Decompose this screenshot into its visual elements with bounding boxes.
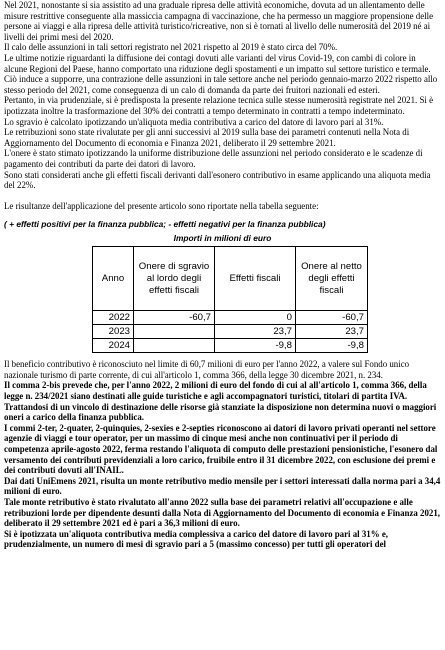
impact-table <box>92 246 368 353</box>
paragraph-bold: Il comma 2-bis prevede che, per l'anno 2022, 2 milioni di euro del fondo di cui al all'articolo 1, comma 366, della legge n. 234/2021 siano destinati alle guide turistiche e agli accompagnatori turistici, titolari di partita IVA. Trattandosi di un vincolo di destinazione delle risorse già stanziate la disposizione non determina nuovi o maggiori oneri a carico della finanza pubblica. <box>4 380 437 423</box>
paragraph: Le retribuzioni sono state rivalutate per gli anni successivi al 2019 sulla base dei parametri contenuti nella Nota di Aggiornamento del Documento di economia e Finanza 2021, deliberato il 29 settembre 2021. <box>4 127 410 148</box>
table-row <box>93 339 368 353</box>
document-page <box>4 0 441 550</box>
table-caption: Importi in milioni di euro <box>173 233 272 244</box>
cell-anno: 2022 <box>93 311 134 325</box>
cell-anno: 2024 <box>93 339 134 353</box>
table-row <box>93 325 368 339</box>
table-intro: Le risultanze dell'applicazione del presente articolo sono riportate nella tabella seguente: <box>4 200 319 211</box>
paragraph-bold: Tale monte retributivo è stato rivalutato all'anno 2022 sulla base dei parametri relativi all'occupazione e alle retribuzioni lorde per dipendente desunti dalla Nota di Aggiornamento del Documento di economia e Finanza 2021, deliberato il 29 settembre 2021 ed è pari a 36,3 milioni di euro. <box>4 497 441 529</box>
cell-onere-lordo <box>134 339 215 353</box>
paragraph-bold: Si è ipotizzata un'aliquota contributiva media complessiva a carico del datore di lavoro pari al 31% e, prudenzialmente, un numero di mesi di sgravio pari a 5 (massimo concesso) per tutti gli operatori del <box>4 528 388 550</box>
paragraph: Il calo delle assunzioni in tali settori registrato nel 2021 rispetto al 2019 è stato circa del 70%. <box>4 42 338 53</box>
paragraph: Le ultime notizie riguardanti la diffusione dei contagi dovuti alle varianti del virus Covid-19, con cambi di colore in alcune Regioni del Paese, hanno comportato una riduzione degli spostamenti e un impatto sul settore turistico e termale. Ciò induce a supporre, una contrazione delle assunzioni in tale settore anche nel periodo gennaio-marzo 2022 rispetto allo stesso periodo del 2021, come conseguenza di un calo di domanda da parte dei fruitori nazionali ed esteri. <box>4 52 438 95</box>
cell-onere-lordo <box>134 325 215 339</box>
header-onere-lordo: Onere di sgravio al lordo degli effetti fiscali <box>134 247 215 311</box>
paragraph: Il beneficio contributivo è riconosciuto nel limite di 60,7 milioni di euro per l'anno 2022, a valere sul Fondo unico nazionale turismo di parte corrente, di cui all'articolo 1, comma 366, della legge 30 dicembre 2021, n. 234. <box>4 359 410 380</box>
table-legend: ( + effetti positivi per la finanza pubblica; - effetti negativi per la finanza pubblica) <box>4 219 326 230</box>
cell-effetti-fiscali: -9,8 <box>215 339 296 353</box>
table-header-row <box>93 247 368 311</box>
table-row <box>93 311 368 325</box>
cell-effetti-fiscali: 0 <box>215 311 296 325</box>
cell-onere-netto: -9,8 <box>296 339 368 353</box>
paragraph-bold: I commi 2-ter, 2-quater, 2-quinquies, 2-sexies e 2-septies riconoscono ai datori di lavoro privati operanti nel settore agenzie di viaggi e tour operator, per un massimo di cinque mesi anche non continuativi per il periodo di competenza aprile-agosto 2022, ferma restando l'aliquota di computo delle prestazioni pensionistiche, l'esonero dal versamento dei contributi previdenziali a loro carico, fruibile entro il 31 dicembre 2022, con esclusione dei premi e dei contributi dovuti all'INAIL. <box>4 422 438 476</box>
header-anno: Anno <box>93 247 134 311</box>
paragraph-bold: Dai dati UniEmens 2021, risulta un monte retributivo medio mensile per i settori interessati dalla norma pari a 34,4 milioni di euro. <box>4 475 441 497</box>
header-effetti-fiscali: Effetti fiscali <box>215 247 296 311</box>
paragraph: Lo sgravio è calcolato ipotizzando un'aliquota media contributiva a carico del datore di lavoro pari al 31%. <box>4 116 384 127</box>
paragraph: Sono stati considerati anche gli effetti fiscali derivanti dall'esonero contributivo in esame applicando una aliquota media del 22%. <box>4 169 431 191</box>
paragraph: Pertanto, in via prudenziale, si è predisposta la presente relazione tecnica sulle stesse numerosità registrate nel 2021. Si è ipotizzata inoltre la trasformazione del 30% dei contratti a tempo determinato in contratti a tempo indeterminato. <box>4 95 434 116</box>
cell-anno: 2023 <box>93 325 134 339</box>
cell-effetti-fiscali: 23,7 <box>215 325 296 339</box>
cell-onere-netto: 23,7 <box>296 325 368 339</box>
paragraph: Nel 2021, nonostante si sia assistito ad una graduale ripresa delle attività economiche, dovuta ad un allentamento delle misure restrittive conseguente alla massiccia campagna di vaccinazione, che ha permesso un maggiore propensione delle persone ai viaggi e alla ripresa delle attività turistico/ricreative, non si è tornati al livello delle numerosità del 2019 né ai livelli dei primi mesi del 2020. <box>4 0 434 42</box>
paragraph: L'onere è stato stimato ipotizzando la uniforme distribuzione delle assunzioni nel periodo considerato e le scadenze di pagamento dei contributi da parte dei datori di lavoro. <box>4 148 423 169</box>
header-onere-netto: Onere al netto degli effetti fiscali <box>296 247 368 311</box>
cell-onere-lordo: -60,7 <box>134 311 215 325</box>
cell-onere-netto: -60,7 <box>296 311 368 325</box>
